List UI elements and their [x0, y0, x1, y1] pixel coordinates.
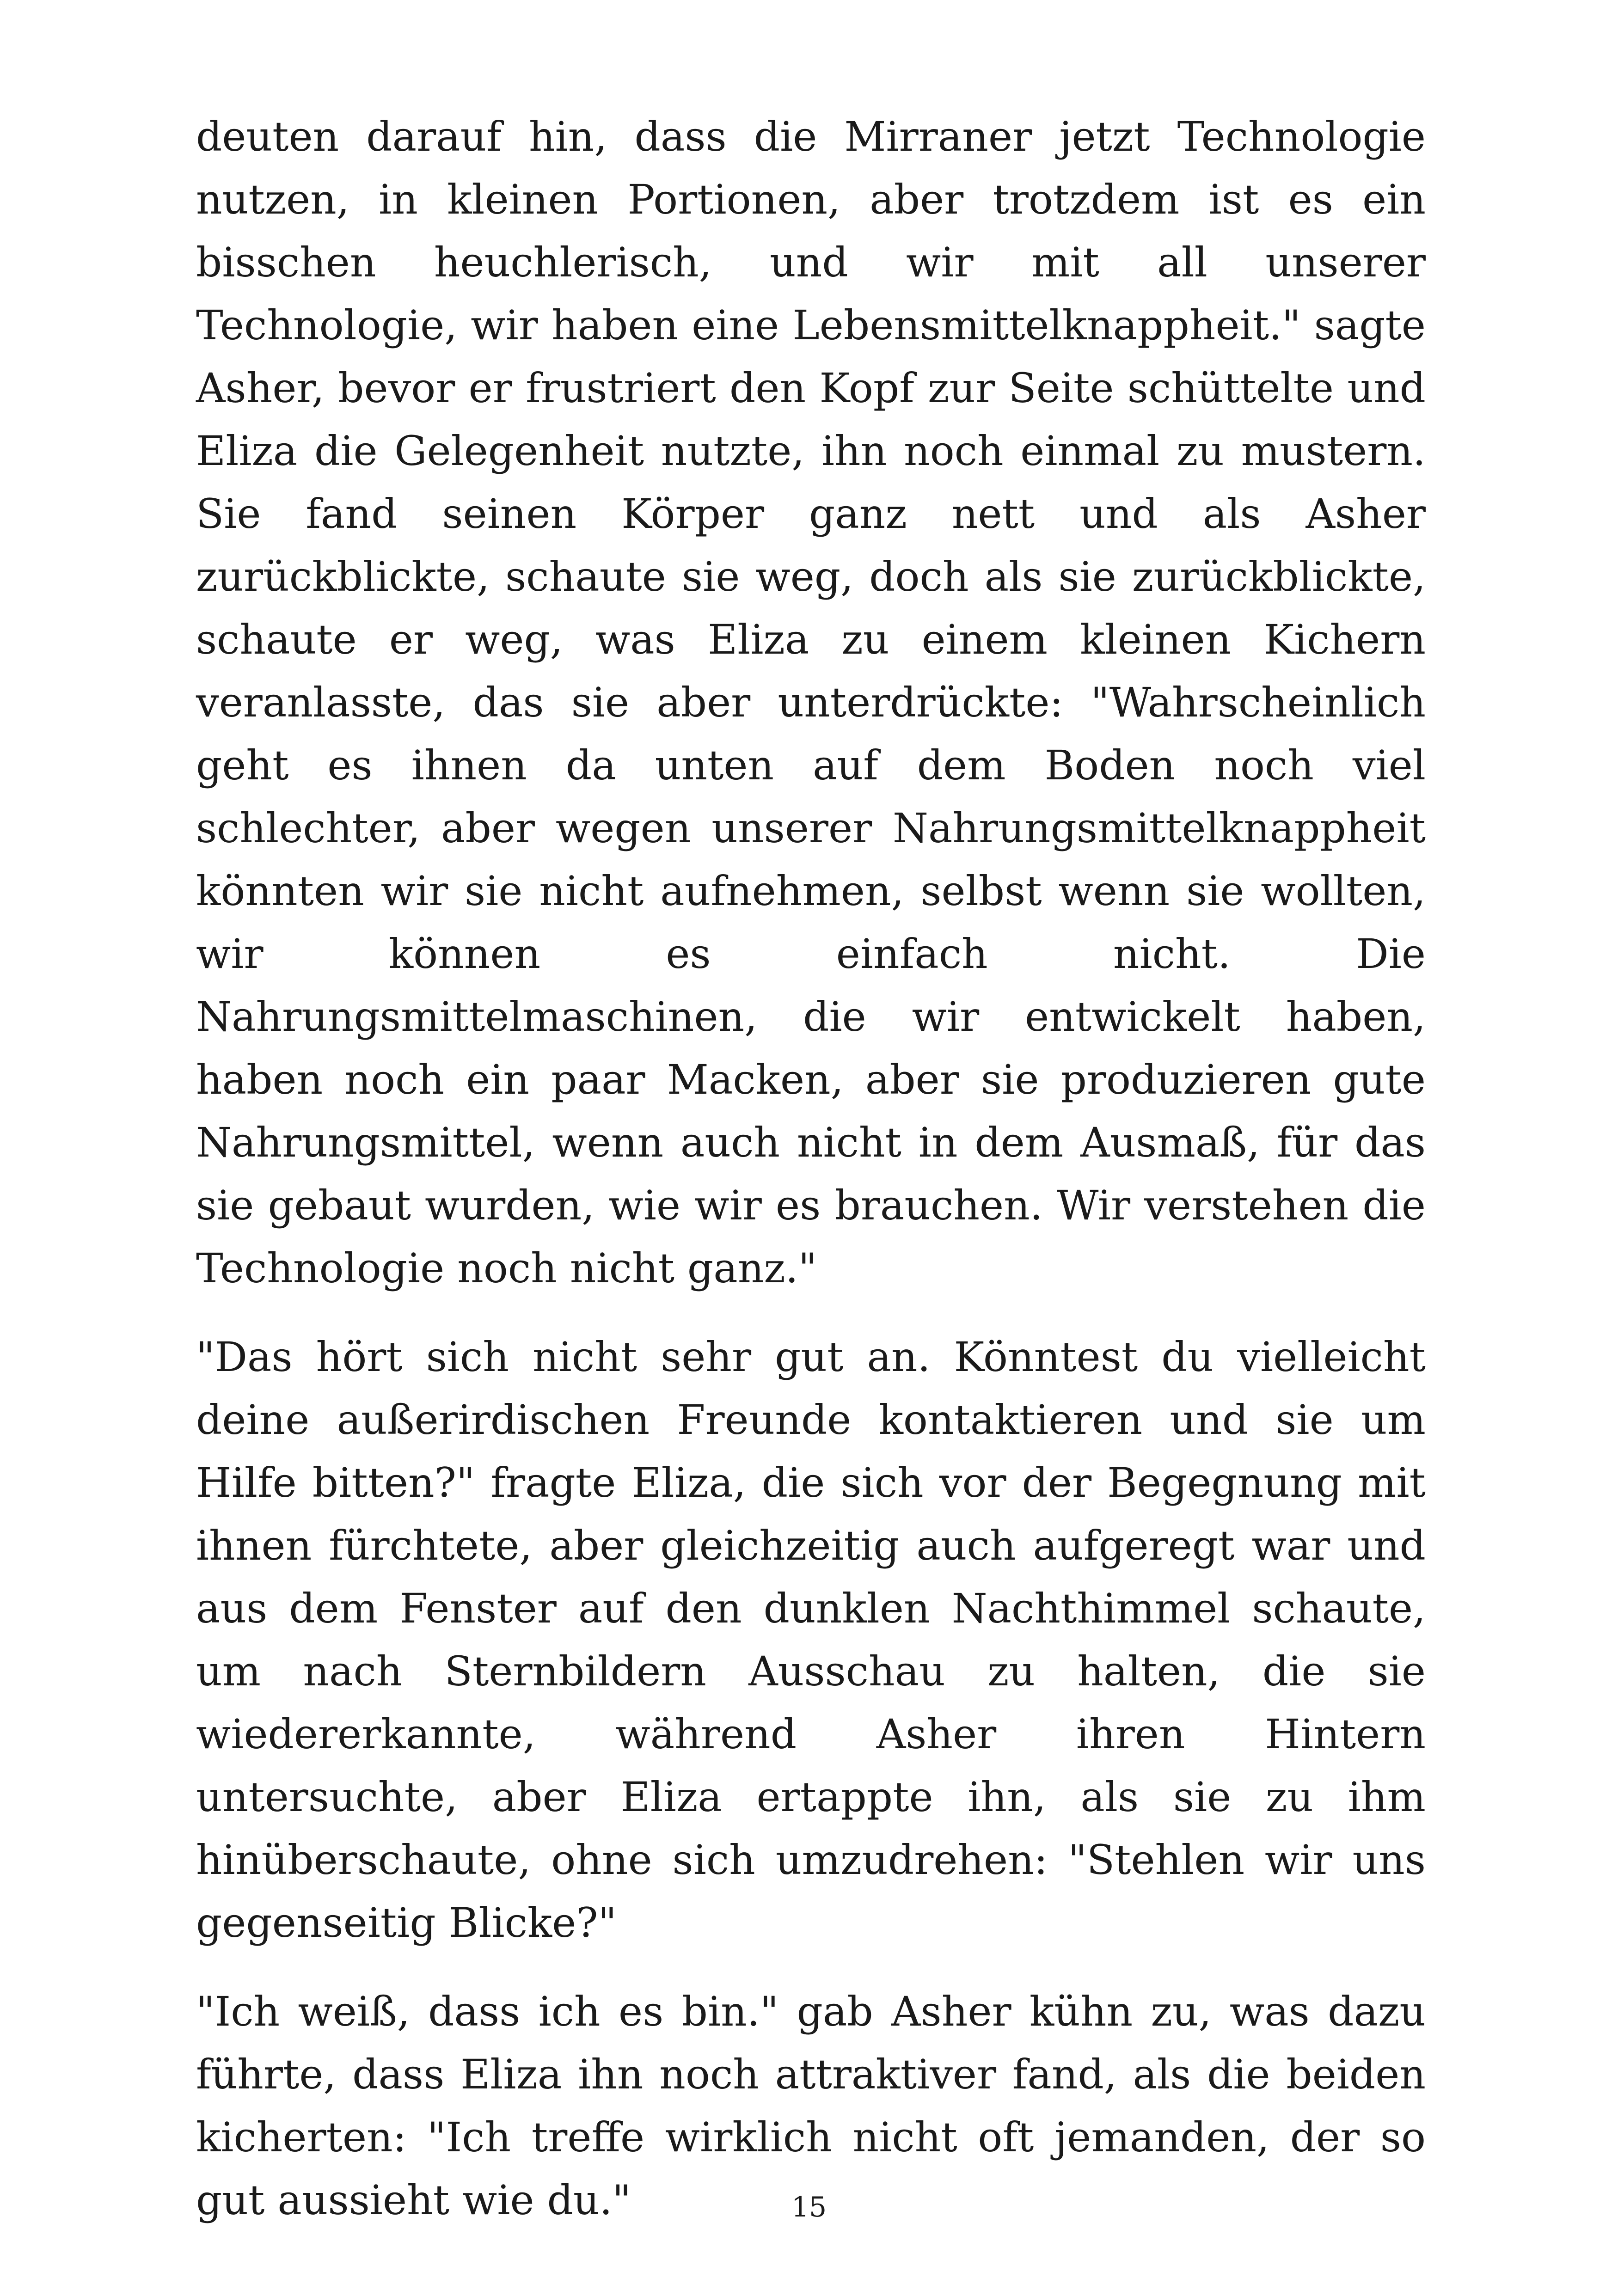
paragraph-1: deuten darauf hin, dass die Mirraner jetzt Technologie nutzen, in kleinen Portionen, aber trotzdem ist es ein bisschen heuchlerisch, und wir mit all unserer Technologie, wir haben eine Lebensmittelknappheit." sagte Asher, bevor er frustriert den Kopf zur Seite schüttelte und Eliza die Gelegenheit nutzte, ihn noch einmal zu mustern. Sie fand seinen Körper ganz nett und als Asher zurückblickte, schaute sie weg, doch als sie zurückblickte, schaute er weg, was Eliza zu einem kleinen Kichern veranlasste, das sie aber unterdrückte: "Wahrscheinlich geht es ihnen da unten auf dem Boden noch viel schlechter, aber wegen unserer Nahrungsmittelknappheit könnten wir sie nicht aufnehmen, selbst wenn sie wollten, wir können es einfach nicht. Die Nahrungsmittelmaschinen, die wir entwickelt haben, haben noch ein paar Macken, aber sie produzieren gute Nahrungsmittel, wenn auch nicht in dem Ausmaß, für das sie gebaut wurden, wie wir es brauchen. Wir verstehen die Technologie noch nicht ganz." [196, 113, 1426, 1292]
paragraph-3: "Ich weiß, dass ich es bin." gab Asher kühn zu, was dazu führte, dass Eliza ihn noch attraktiver fand, als die beiden kicherten: "Ich treffe wirklich nicht oft jemanden, der so gut aussieht wie du." [196, 1988, 1426, 2224]
paragraph-2: "Das hört sich nicht sehr gut an. Könntest du vielleicht deine außerirdischen Freunde kontaktieren und sie um Hilfe bitten?" fragte Eliza, die sich vor der Begegnung mit ihnen fürchtete, aber gleichzeitig auch aufgeregt war und aus dem Fenster auf den dunklen Nachthimmel schaute, um nach Sternbildern Ausschau zu halten, die sie wiedererkannte, während Asher ihren Hintern untersuchte, aber Eliza ertappte ihn, als sie zu ihm hinüberschaute, ohne sich umzudrehen: "Stehlen wir uns gegenseitig Blicke?" [196, 1333, 1426, 1947]
body-text [196, 105, 1426, 2258]
page-number: 15 [791, 2191, 827, 2223]
